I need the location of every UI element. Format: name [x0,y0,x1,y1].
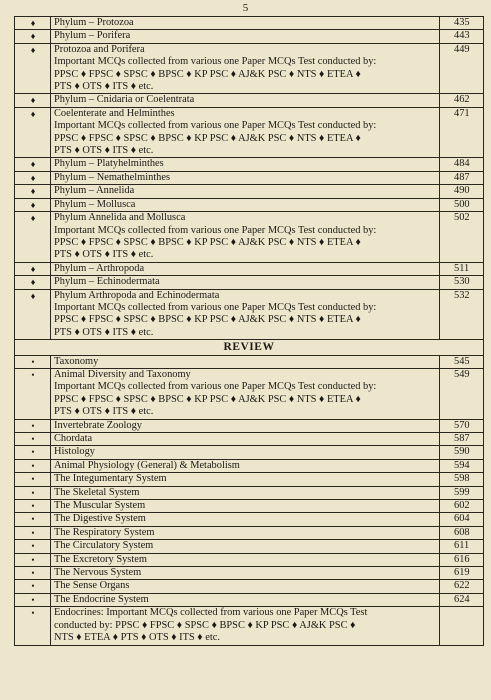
bullet-mark: • [15,580,51,593]
entry-cell [51,446,440,459]
entry-detail-line: Important MCQs collected from various one Paper MCQs Test conducted by: [54,224,377,236]
entry-page-number: 471 [440,107,484,158]
entry-cell [51,593,440,606]
entry-cell [51,459,440,472]
entry-title: Phylum – Nemathelminthes [54,171,171,183]
entry-detail-line: PPSC ♦ FPSC ♦ SPSC ♦ BPSC ♦ KP PSC ♦ AJ&K PSC ♦ NTS ♦ ETEA ♦ [54,132,361,144]
bullet-mark: • [15,513,51,526]
contents-entry-row [15,446,484,459]
entry-page-number: 443 [440,30,484,43]
entry-cell [51,419,440,432]
entry-page-number: 604 [440,513,484,526]
entry-page-number: 484 [440,158,484,171]
entry-title: Phylum Arthropoda and Echinodermata [54,289,220,301]
entry-title: Phylum – Arthropoda [54,262,145,274]
contents-table [14,16,484,646]
entry-page-number: 587 [440,433,484,446]
entry-detail-line: PTS ♦ OTS ♦ ITS ♦ etc. [54,145,154,157]
entry-title: Coelenterate and Helminthes [54,107,175,119]
entry-page-number [440,607,484,645]
bullet-mark: ♦ [15,212,51,263]
entry-cell [51,368,440,419]
bullet-mark: • [15,368,51,419]
entry-cell [51,355,440,368]
entry-cell [51,212,440,263]
entry-cell [51,107,440,158]
entry-title: Phylum – Platyhelminthes [54,158,164,170]
bullet-mark: • [15,500,51,513]
entry-title: Phylum – Annelida [54,185,135,197]
page-number: 5 [242,2,249,14]
entry-title: Phylum Annelida and Mollusca [54,212,186,224]
entry-cell [51,433,440,446]
contents-entry-row [15,17,484,30]
entry-cell [51,17,440,30]
bullet-mark: ♦ [15,17,51,30]
entry-detail-line: NTS ♦ ETEA ♦ PTS ♦ OTS ♦ ITS ♦ etc. [54,632,220,644]
entry-cell [51,198,440,211]
bullet-mark: • [15,473,51,486]
entry-page-number: 435 [440,17,484,30]
entry-detail-line: PTS ♦ OTS ♦ ITS ♦ etc. [54,81,154,93]
entry-cell [51,30,440,43]
entry-title: The Nervous System [54,567,142,579]
entry-detail-line: conducted by: PPSC ♦ FPSC ♦ SPSC ♦ BPSC ♦ KP PSC ♦ AJ&K PSC ♦ [54,619,356,631]
entry-cell [51,500,440,513]
contents-entry-row [15,185,484,198]
contents-entry-row [15,459,484,472]
entry-cell [51,580,440,593]
entry-title: Invertebrate Zoology [54,419,142,431]
contents-entry-row [15,43,484,94]
contents-entry-row [15,262,484,275]
entry-detail-line: PPSC ♦ FPSC ♦ SPSC ♦ BPSC ♦ KP PSC ♦ AJ&K PSC ♦ NTS ♦ ETEA ♦ [54,68,361,80]
bullet-mark: • [15,540,51,553]
contents-entry-row [15,486,484,499]
entry-title: The Respiratory System [54,526,155,538]
entry-page-number: 599 [440,486,484,499]
contents-entry-row [15,212,484,263]
entry-detail-line: Important MCQs collected from various one Paper MCQs Test conducted by: [54,381,377,393]
entry-detail-line: PPSC ♦ FPSC ♦ SPSC ♦ BPSC ♦ KP PSC ♦ AJ&K PSC ♦ NTS ♦ ETEA ♦ [54,314,361,326]
entry-page-number: 611 [440,540,484,553]
bullet-mark: ♦ [15,276,51,289]
bullet-mark: ♦ [15,30,51,43]
bullet-mark: • [15,419,51,432]
bullet-mark: ♦ [15,158,51,171]
bullet-mark: ♦ [15,107,51,158]
contents-entry-row [15,355,484,368]
entry-title: The Sense Organs [54,580,130,592]
entry-title: The Endocrine System [54,593,149,605]
bullet-mark: • [15,526,51,539]
contents-entry-row [15,513,484,526]
entry-page-number: 532 [440,289,484,340]
entry-page-number: 530 [440,276,484,289]
entry-page-number: 590 [440,446,484,459]
entry-page-number: 502 [440,212,484,263]
entry-cell [51,607,440,645]
entry-title: Protozoa and Porifera [54,43,145,55]
entry-page-number: 549 [440,368,484,419]
section-heading-row [15,340,484,355]
entry-title: The Muscular System [54,500,146,512]
entry-title: Chordata [54,433,93,444]
bullet-mark: ♦ [15,262,51,275]
bullet-mark: • [15,593,51,606]
entry-cell [51,553,440,566]
entry-title: The Digestive System [54,513,146,525]
entry-detail-line: PTS ♦ OTS ♦ ITS ♦ etc. [54,406,154,418]
contents-entry-row [15,580,484,593]
entry-cell [51,540,440,553]
entry-cell [51,289,440,340]
contents-entry-row [15,553,484,566]
entry-title: The Excretory System [54,553,147,565]
entry-detail-line: Important MCQs collected from various one Paper MCQs Test conducted by: [54,56,377,68]
entry-page-number: 449 [440,43,484,94]
entry-cell [51,185,440,198]
entry-page-number: 490 [440,185,484,198]
entry-cell [51,513,440,526]
entry-page-number: 500 [440,198,484,211]
entry-title: The Skeletal System [54,486,140,498]
entry-page-number: 616 [440,553,484,566]
entry-page-number: 511 [440,262,484,275]
entry-detail-line: PTS ♦ OTS ♦ ITS ♦ etc. [54,326,154,338]
contents-entry-row [15,198,484,211]
entry-cell [51,43,440,94]
contents-entry-row [15,607,484,645]
entry-title: Phylum – Echinodermata [54,276,160,288]
bullet-mark: • [15,607,51,645]
entry-detail-line: Important MCQs collected from various one Paper MCQs Test conducted by: [54,301,377,313]
entry-cell [51,486,440,499]
contents-top-section [15,17,484,340]
contents-entry-row [15,30,484,43]
contents-entry-row [15,158,484,171]
entry-title: Histology [54,446,95,458]
entry-title: Animal Diversity and Taxonomy [54,368,191,380]
contents-entry-row [15,567,484,580]
contents-entry-row [15,433,484,446]
contents-entry-row [15,473,484,486]
bullet-mark: • [15,567,51,580]
entry-title: Phylum – Porifera [54,30,131,42]
entry-page-number: 622 [440,580,484,593]
contents-entry-row [15,500,484,513]
bullet-mark: • [15,459,51,472]
contents-entry-row [15,419,484,432]
entry-detail-line: PPSC ♦ FPSC ♦ SPSC ♦ BPSC ♦ KP PSC ♦ AJ&K PSC ♦ NTS ♦ ETEA ♦ [54,236,361,248]
entry-title: The Integumentary System [54,473,167,485]
bullet-mark: ♦ [15,289,51,340]
contents-entry-row [15,276,484,289]
entry-cell [51,262,440,275]
contents-entry-row [15,289,484,340]
contents-review-section [15,355,484,645]
bullet-mark: • [15,355,51,368]
contents-entry-row [15,368,484,419]
bullet-mark: ♦ [15,94,51,107]
entry-page-number: 608 [440,526,484,539]
entry-page-number: 602 [440,500,484,513]
entry-title: Animal Physiology (General) & Metabolism [54,459,240,471]
bullet-mark: • [15,433,51,446]
review-heading-section [15,340,484,355]
entry-cell [51,94,440,107]
section-heading: REVIEW [15,340,484,355]
bullet-mark: ♦ [15,43,51,94]
entry-cell [51,473,440,486]
entry-page-number: 570 [440,419,484,432]
entry-title: Taxonomy [54,355,99,367]
entry-page-number: 487 [440,171,484,184]
entry-cell [51,171,440,184]
bullet-mark: • [15,553,51,566]
contents-entry-row [15,540,484,553]
bullet-mark: • [15,486,51,499]
entry-page-number: 619 [440,567,484,580]
entry-title: Phylum – Cnidaria or Coelentrata [54,94,195,106]
entry-page-number: 624 [440,593,484,606]
entry-detail-line: PPSC ♦ FPSC ♦ SPSC ♦ BPSC ♦ KP PSC ♦ AJ&K PSC ♦ NTS ♦ ETEA ♦ [54,393,361,405]
bullet-mark: • [15,446,51,459]
contents-entry-row [15,94,484,107]
entry-page-number: 598 [440,473,484,486]
contents-entry-row [15,171,484,184]
bullet-mark: ♦ [15,171,51,184]
entry-title: Phylum – Protozoa [54,17,134,28]
entry-cell [51,158,440,171]
bullet-mark: ♦ [15,198,51,211]
contents-entry-row [15,526,484,539]
entry-cell [51,567,440,580]
contents-entry-row [15,593,484,606]
entry-cell [51,276,440,289]
entry-title: The Circulatory System [54,540,154,552]
entry-title: Endocrines: Important MCQs collected from various one Paper MCQs Test [54,607,368,619]
entry-page-number: 462 [440,94,484,107]
entry-detail-line: Important MCQs collected from various one Paper MCQs Test conducted by: [54,120,377,132]
entry-cell [51,526,440,539]
contents-entry-row [15,107,484,158]
entry-title: Phylum – Mollusca [54,198,136,210]
entry-detail-line: PTS ♦ OTS ♦ ITS ♦ etc. [54,249,154,261]
bullet-mark: ♦ [15,185,51,198]
entry-page-number: 594 [440,459,484,472]
entry-page-number: 545 [440,355,484,368]
